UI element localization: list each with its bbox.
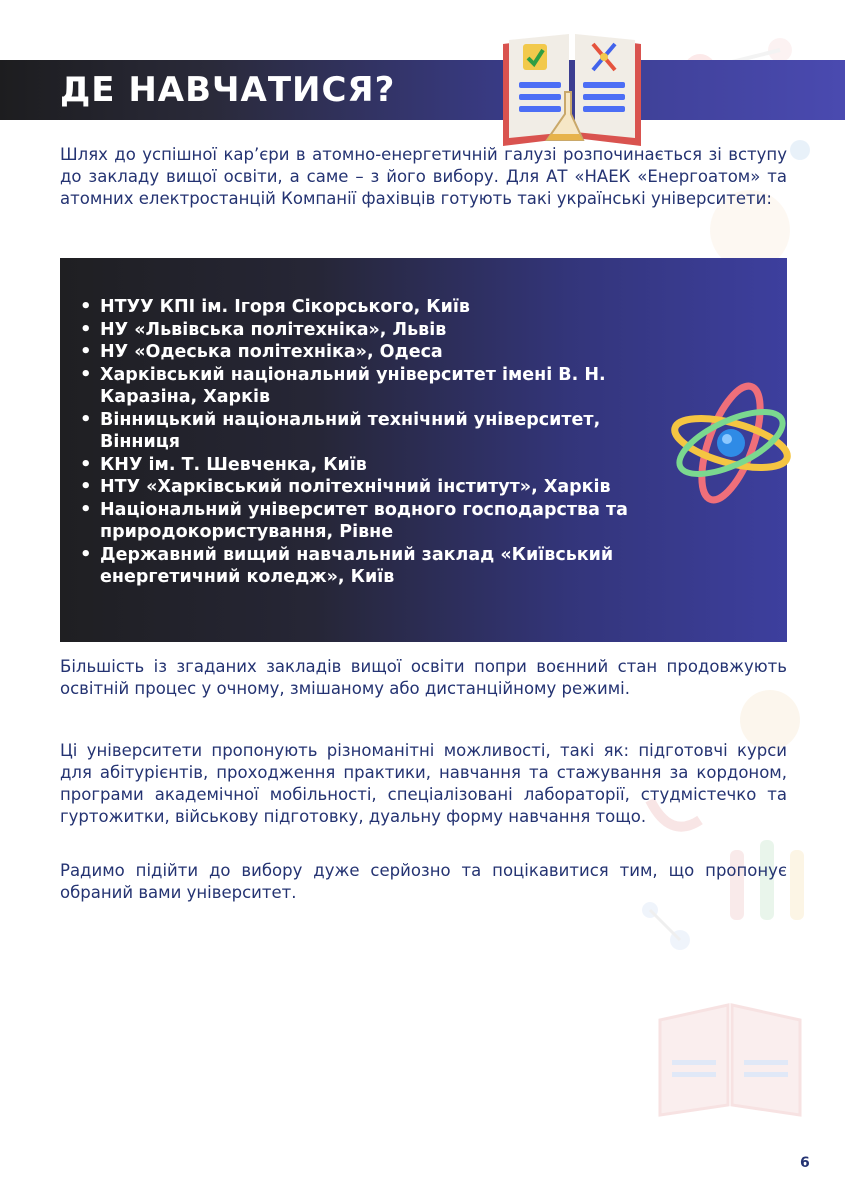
list-item: • Харківський національний університет імені В. Н. Каразіна, Харків — [80, 364, 660, 409]
page-number: 6 — [800, 1155, 810, 1171]
paragraph-military-state: Більшість із згаданих закладів вищої освіти попри воєнний стан продовжують освітній процес у очному, змішаному або дистанційному режимі. — [60, 657, 787, 698]
book-icon — [497, 30, 647, 150]
intro-paragraph: Шлях до успішної кар’єри в атомно-енергетичній галузі розпочинається зі вступу до закладу вищої освіти, а саме – з його вибору. Для АТ «НАЕК «Енергоатом» та атомних електростанцій Компанії фахівців готують такі українські університети: — [60, 145, 787, 208]
list-item: • Національний університет водного господарства та природокористування, Рівне — [80, 499, 660, 544]
paragraph-opportunities: Ці університети пропонують різноманітні можливості, такі як: підготовчі курси для абітурієнтів, проходження практики, навчання та стажування за кордоном, програми академічної мобільності, спеціалізовані лабораторії, студмістечко та гуртожитки, військову підготовку, дуальну форму навчання тощо. — [60, 741, 787, 826]
list-item: • НТУУ КПІ ім. Ігоря Сікорського, Київ — [80, 296, 660, 319]
page-title: ДЕ НАВЧАТИСЯ? — [60, 70, 396, 110]
book-decoration-icon — [650, 990, 810, 1120]
universities-list — [80, 296, 660, 589]
list-item: • НТУ «Харківський політехнічний інститут», Харків — [80, 476, 660, 499]
lab-decoration-icon — [620, 680, 840, 980]
paragraph-advice: Радимо підійти до вибору дуже серйозно та поцікавитися тим, що пропонує обраний вами університет. — [60, 861, 787, 902]
list-item: • КНУ ім. Т. Шевченка, Київ — [80, 454, 660, 477]
list-item: • Вінницький національний технічний університет, Вінниця — [80, 409, 660, 454]
list-item: • НУ «Львівська політехніка», Львів — [80, 319, 660, 342]
list-item: • НУ «Одеська політехніка», Одеса — [80, 341, 660, 364]
list-item: • Державний вищий навчальний заклад «Київський енергетичний коледж», Київ — [80, 544, 660, 589]
atom-icon — [668, 378, 794, 508]
